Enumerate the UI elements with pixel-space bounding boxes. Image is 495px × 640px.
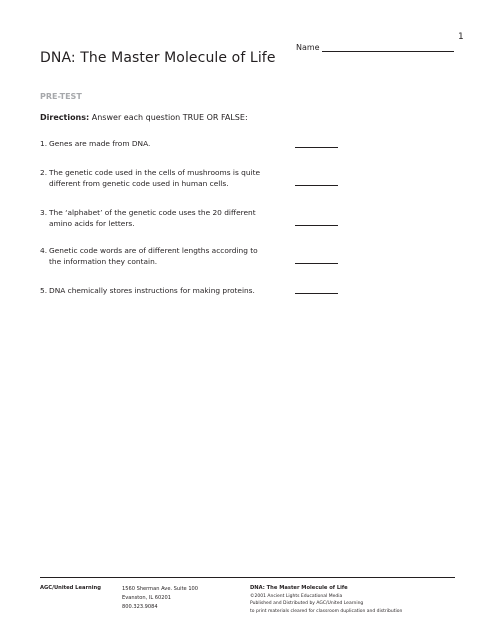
question-number: 3. — [40, 208, 48, 217]
footer-rule — [40, 577, 455, 578]
question-text: Genes are made from DNA. — [49, 139, 151, 148]
question-5 — [40, 285, 280, 296]
page-title: DNA: The Master Molecule of Life — [40, 50, 276, 66]
phone-number: 800.323.9084 — [122, 604, 158, 610]
page-number: 1 — [458, 32, 464, 42]
question-number: 2. — [40, 168, 48, 177]
answer-blank-3 — [295, 225, 338, 226]
address-line: 1560 Sherman Ave. Suite 100 — [122, 586, 199, 592]
directions — [40, 113, 248, 122]
question-1 — [40, 138, 280, 149]
usage-line: to print materials cleared for classroom duplication and distribution — [250, 608, 403, 614]
question-text: The ‘alphabet’ of the genetic code uses the 20 different — [49, 208, 256, 217]
section-label: PRE-TEST — [40, 92, 82, 101]
answer-blank-4 — [295, 263, 338, 264]
question-3 — [40, 207, 280, 229]
directions-text: Answer each question TRUE OR FALSE: — [91, 113, 248, 122]
question-text-continued: different from genetic code used in human cells. — [49, 179, 229, 188]
answer-blank-5 — [295, 293, 338, 294]
footer-brand: AGC/United Learning — [40, 585, 101, 591]
question-text-continued: amino acids for letters. — [49, 219, 135, 228]
question-number: 1. — [40, 139, 48, 148]
answer-blank-2 — [295, 185, 338, 186]
directions-label: Directions: — [40, 113, 90, 122]
footer-credits — [250, 585, 402, 615]
question-text: Genetic code words are of different lengths according to — [49, 246, 258, 255]
question-text: DNA chemically stores instructions for making proteins. — [49, 286, 255, 295]
question-4 — [40, 245, 280, 267]
question-2 — [40, 167, 280, 189]
name-field — [296, 43, 454, 52]
name-label: Name — [296, 43, 320, 52]
question-text: The genetic code used in the cells of mushrooms is quite — [49, 168, 261, 177]
address-line: Evanston, IL 60201 — [122, 595, 171, 601]
footer-address — [122, 585, 198, 612]
name-blank — [322, 43, 454, 52]
publisher-line: Published and Distributed by AGC/United Learning — [250, 601, 364, 607]
footer-title: DNA: The Master Molecule of Life — [250, 585, 348, 591]
answer-blank-1 — [295, 147, 338, 148]
copyright-line: ©2001 Ancient Lights Educational Media — [250, 593, 343, 599]
question-text-continued: the information they contain. — [49, 257, 158, 266]
question-number: 5. — [40, 286, 48, 295]
question-number: 4. — [40, 246, 48, 255]
